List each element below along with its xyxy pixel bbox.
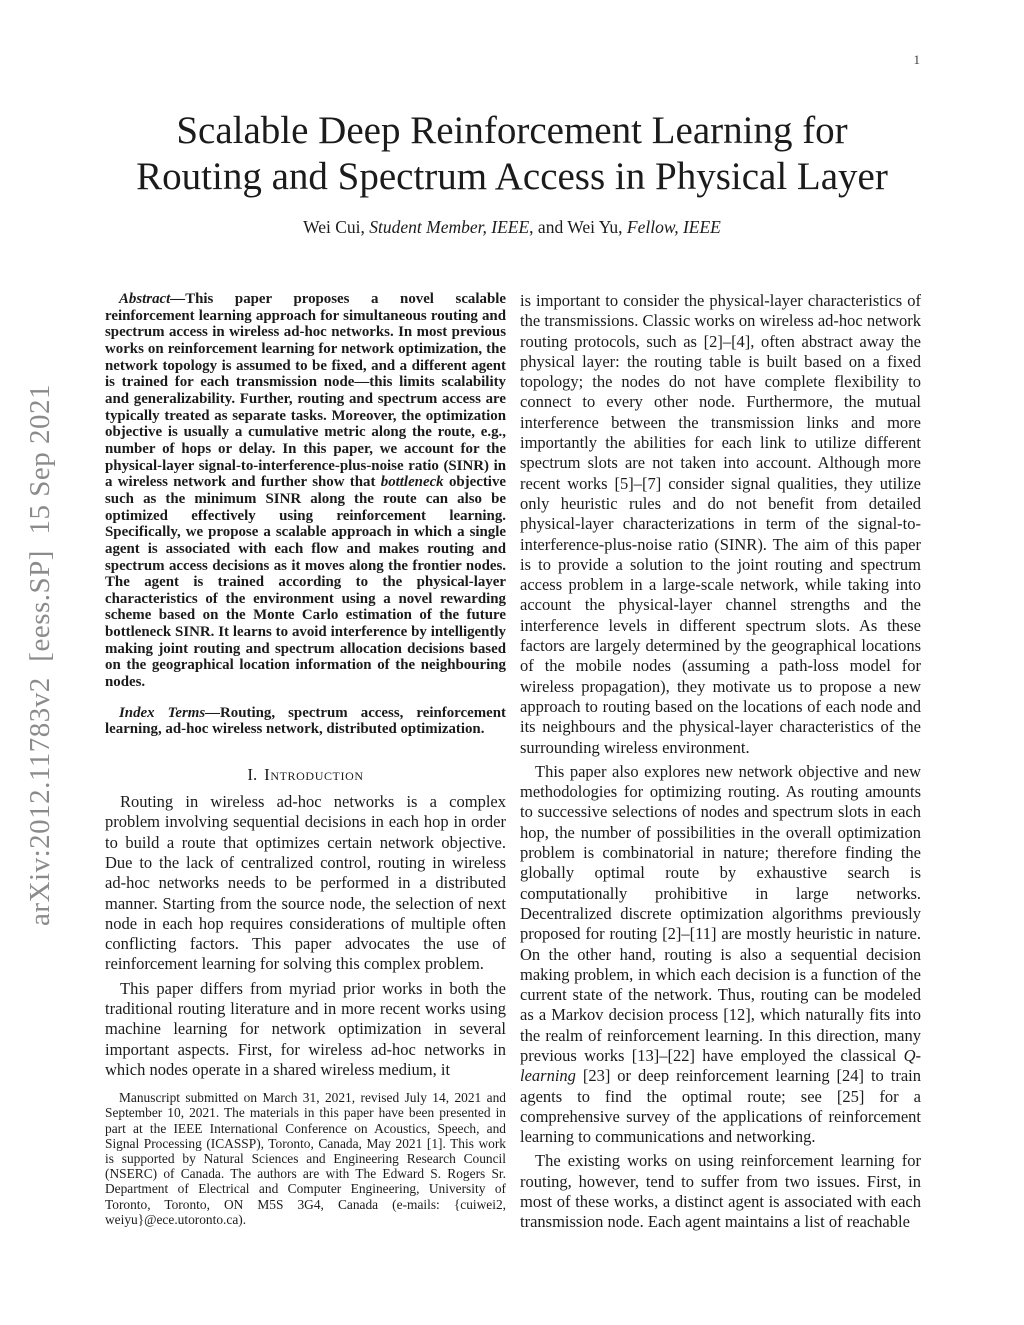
intro-paragraph-2-right-part: is important to consider the physical-layer characteristics of the transmissions. Classic works on wireless ad-hoc network routing protocols, such as [2]–[4], often abstract away the physical layer: the routing table is built based on a fixed topology; the nodes do not have complete flexibility to connect to every other node. Furthermore, the mutual interference between the transmission links and more importantly the abilities for each link to utilize different spectrum slots are not taken into account. Although more recent works [5]–[7] consider signal qualities, they utilize only heuristic rules and do not benefit from detailed physical-layer characterizations in term of the signal-to-interference-plus-noise ratio (SINR). The aim of this paper is to provide a solution to the joint routing and spectrum access problem in a large-scale network, while taking into account the physical-layer channel strengths and the interference levels in different spectrum slots. As these factors are largely determined by the geographical locations of the mobile nodes (assuming a path-loss model for wireless propagation), they motivate us to propose a new approach to routing based on the locations of each node and its neighbours and the physical-layer characteristics of the surrounding wireless environment.	[520, 291, 921, 757]
section-title: Introduction	[264, 765, 364, 785]
section-heading-introduction	[105, 764, 506, 785]
intro-p3-text-2: [23] or deep reinforcement learning [24] to train agents to find the optimal route; see [25] for a comprehensive survey of the applications of reinforcement learning to communications and networking.	[520, 1066, 921, 1147]
paper-title	[0, 108, 1024, 200]
page-number: 1	[913, 52, 920, 67]
abstract-text-2: objective such as the minimum SINR along the route can also be optimized effectively using reinforcement learning. Specifically, we propose a scalable approach in which a single agent is associated with each flow and makes routing and spectrum access decisions as it moves along the frontier nodes. The agent is trained according to the physical-layer characteristics of the environment using a novel rewarding scheme based on the Monte Carlo estimation of the future bottleneck SINR. It learns to avoid interference by intelligently making joint routing and spectrum allocation decisions based on the geographical location information of the neighbouring nodes.	[105, 474, 506, 691]
abstract-italic-term: bottleneck	[380, 474, 444, 491]
index-terms-paragraph	[105, 705, 506, 738]
intro-paragraph-1: Routing in wireless ad-hoc networks is a complex problem involving sequential decisions in each hop in order to build a route that optimizes certain network objective. Due to the lack of centralized control, routing in wireless ad-hoc networks needs to be performed in a distributed manner. Starting from the source node, the selection of next node in each hop requires considerations of multiple often conflicting factors. This paper advocates the use of reinforcement learning for solving this complex problem.	[105, 792, 506, 974]
section-numeral: I.	[247, 765, 258, 785]
two-column-body	[105, 291, 921, 1232]
abstract-label: Abstract—	[119, 291, 186, 307]
abstract-text-1: This paper proposes a novel scalable reinforcement learning approach for simultaneous routing and spectrum access in wireless ad-hoc networks. In most previous works on reinforcement learning for network optimization, the network topology is assumed to be fixed, and a different agent is trained for each transmission node—this limits scalability and generalizability. Further, routing and spectrum access are typically treated as separate tasks. Moreover, the optimization objective is usually a cumulative metric along the route, e.g., number of hops or delay. In this paper, we account for the physical-layer signal-to-interference-plus-noise ratio (SINR) in a wireless network and further show that	[105, 291, 506, 491]
right-column	[520, 291, 921, 1232]
author-1-role: Student Member, IEEE	[369, 217, 530, 237]
index-terms-text: Routing, spectrum access, reinforcement learning, ad-hoc wireless network, distributed optimization.	[105, 704, 506, 738]
first-page-footnote: Manuscript submitted on March 31, 2021, revised July 14, 2021 and September 10, 2021. The materials in this paper have been presented in part at the IEEE International Conference on Acoustics, Speech, and Signal Processing (ICASSP), Toronto, Canada, May 2021 [1]. This work is supported by Natural Sciences and Engineering Research Council (NSERC) of Canada. The authors are with The Edward S. Rogers Sr. Department of Electrical and Computer Engineering, University of Toronto, Toronto, ON M5S 3G4, Canada (e-mails: {cuiwei2, weiyu}@ece.utoronto.ca).	[105, 1090, 506, 1227]
left-column	[105, 291, 506, 1227]
intro-paragraph-4: The existing works on using reinforcement learning for routing, however, tend to suffer from two issues. First, in most of these works, a distinct agent is associated with each transmission node. Each agent maintains a list of reachable	[520, 1151, 921, 1232]
intro-p3-italic-term: Q-learning	[520, 1045, 921, 1086]
paper-title-line2: Routing and Spectrum Access in Physical Layer	[136, 155, 888, 198]
author-name-1: Wei Cui,	[303, 217, 370, 237]
abstract-paragraph	[105, 291, 506, 691]
author-2-role: Fellow, IEEE	[626, 217, 721, 237]
author-name-2: , and Wei Yu,	[529, 217, 627, 237]
intro-p3-text-1: This paper also explores new network objective and new methodologies for optimizing routing. As routing amounts to successive selections of nodes and spectrum slots in each hop, the number of possibilities in the overall optimization problem is combinatorial in nature; therefore finding the globally optimal route by exhaustive search is computationally prohibitive in large networks. Decentralized discrete optimization algorithms previously proposed for routing [2]–[11] are mostly heuristic in nature. On the other hand, routing is also a sequential decision making problem, in which each decision is a function of the current state of the network. Thus, routing can be modeled as a Markov decision process [12], which naturally fits into the realm of reinforcement learning. In this direction, many previous works [13]–[22] have employed the classical	[520, 761, 921, 1065]
author-line	[0, 217, 1024, 238]
arxiv-watermark: arXiv:2012.11783v2 [eess.SP] 15 Sep 2021	[24, 384, 56, 926]
intro-paragraph-2-left-part: This paper differs from myriad prior works in both the traditional routing literature and in more recent works using machine learning for network optimization in several important aspects. First, for wireless ad-hoc networks in which nodes operate in a shared wireless medium, it	[105, 978, 506, 1079]
paper-title-line1: Scalable Deep Reinforcement Learning for	[176, 109, 848, 152]
index-terms-label: Index Terms—	[119, 704, 221, 721]
intro-paragraph-3	[520, 762, 921, 1148]
